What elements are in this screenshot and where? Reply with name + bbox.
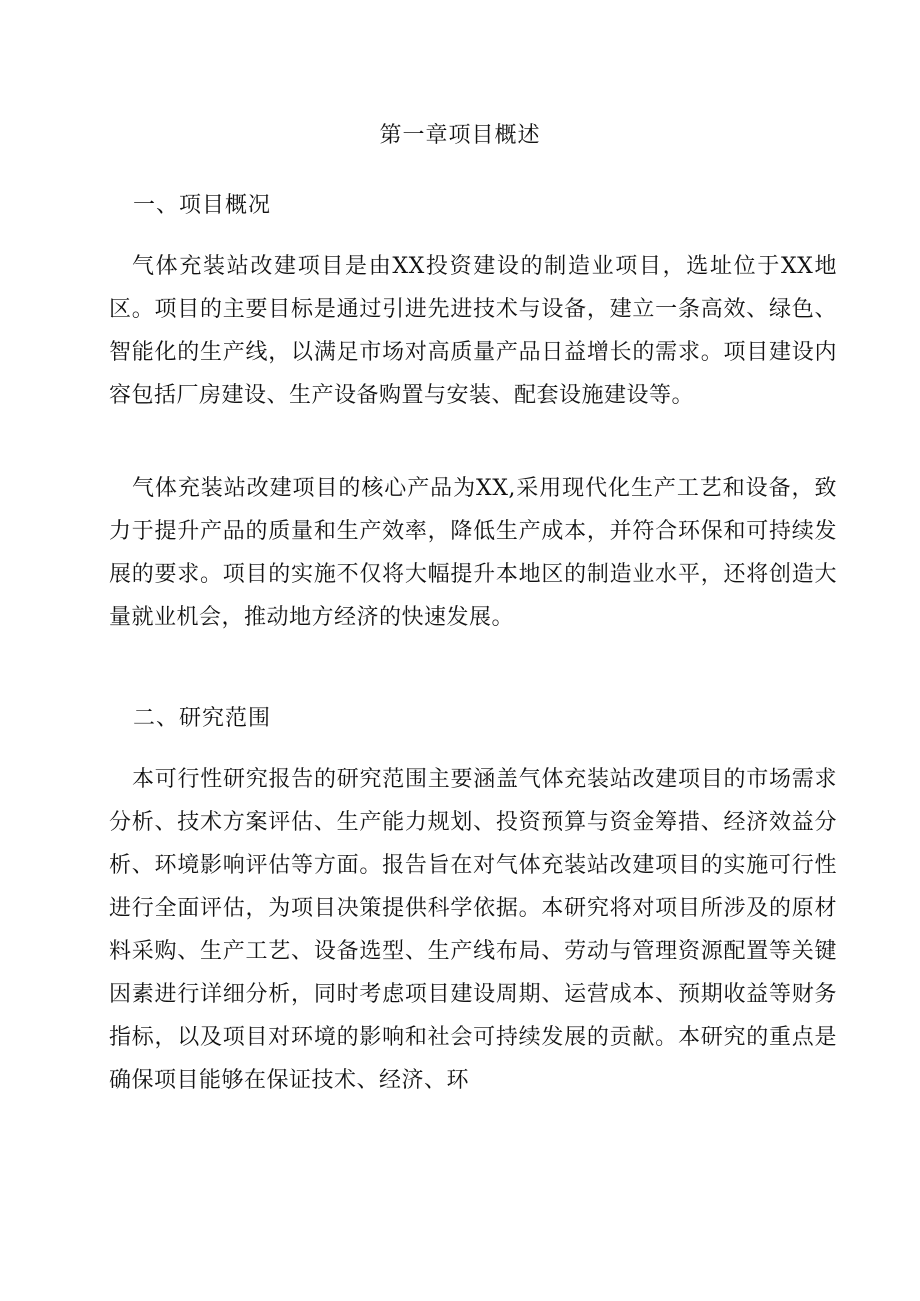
section-heading-overview: 一、项目概况 [133,193,272,218]
paragraph-scope-1: 本可行性研究报告的研究范围主要涵盖气体充装站改建项目的市场需求分析、技术方案评估、生产能力规划、投资预算与资金筹措、经济效益分析、环境影响评估等方面。报告旨在对气体充装站改建项目的实施可行性进行全面评估，为项目决策提供科学依据。本研究将对项目所涉及的原材料采购、生产工艺、设备选型、生产线布局、劳动与管理资源配置等关键因素进行详细分析，同时考虑项目建设周期、运营成本、预期收益等财务指标，以及项目对环境的影响和社会可持续发展的贡献。本研究的重点是确保项目能够在保证技术、经济、环 [109,767,837,1093]
paragraph-overview-2: 气体充装站改建项目的核心产品为XX,采用现代化生产工艺和设备，致力于提升产品的质量和生产效率，降低生产成本，并符合环保和可持续发展的要求。项目的实施不仅将大幅提升本地区的制造业水平，还将创造大量就业机会，推动地方经济的快速发展。 [109,476,837,630]
paragraph-overview-1: 气体充装站改建项目是由XX投资建设的制造业项目，选址位于XX地区。项目的主要目标是通过引进先进技术与设备，建立一条高效、绿色、智能化的生产线，以满足市场对高质量产品日益增长的需求。项目建设内容包括厂房建设、生产设备购置与安装、配套设施建设等。 [109,254,837,408]
chapter-title: 第一章项目概述 [379,123,541,148]
section-heading-scope: 二、研究范围 [133,706,272,731]
